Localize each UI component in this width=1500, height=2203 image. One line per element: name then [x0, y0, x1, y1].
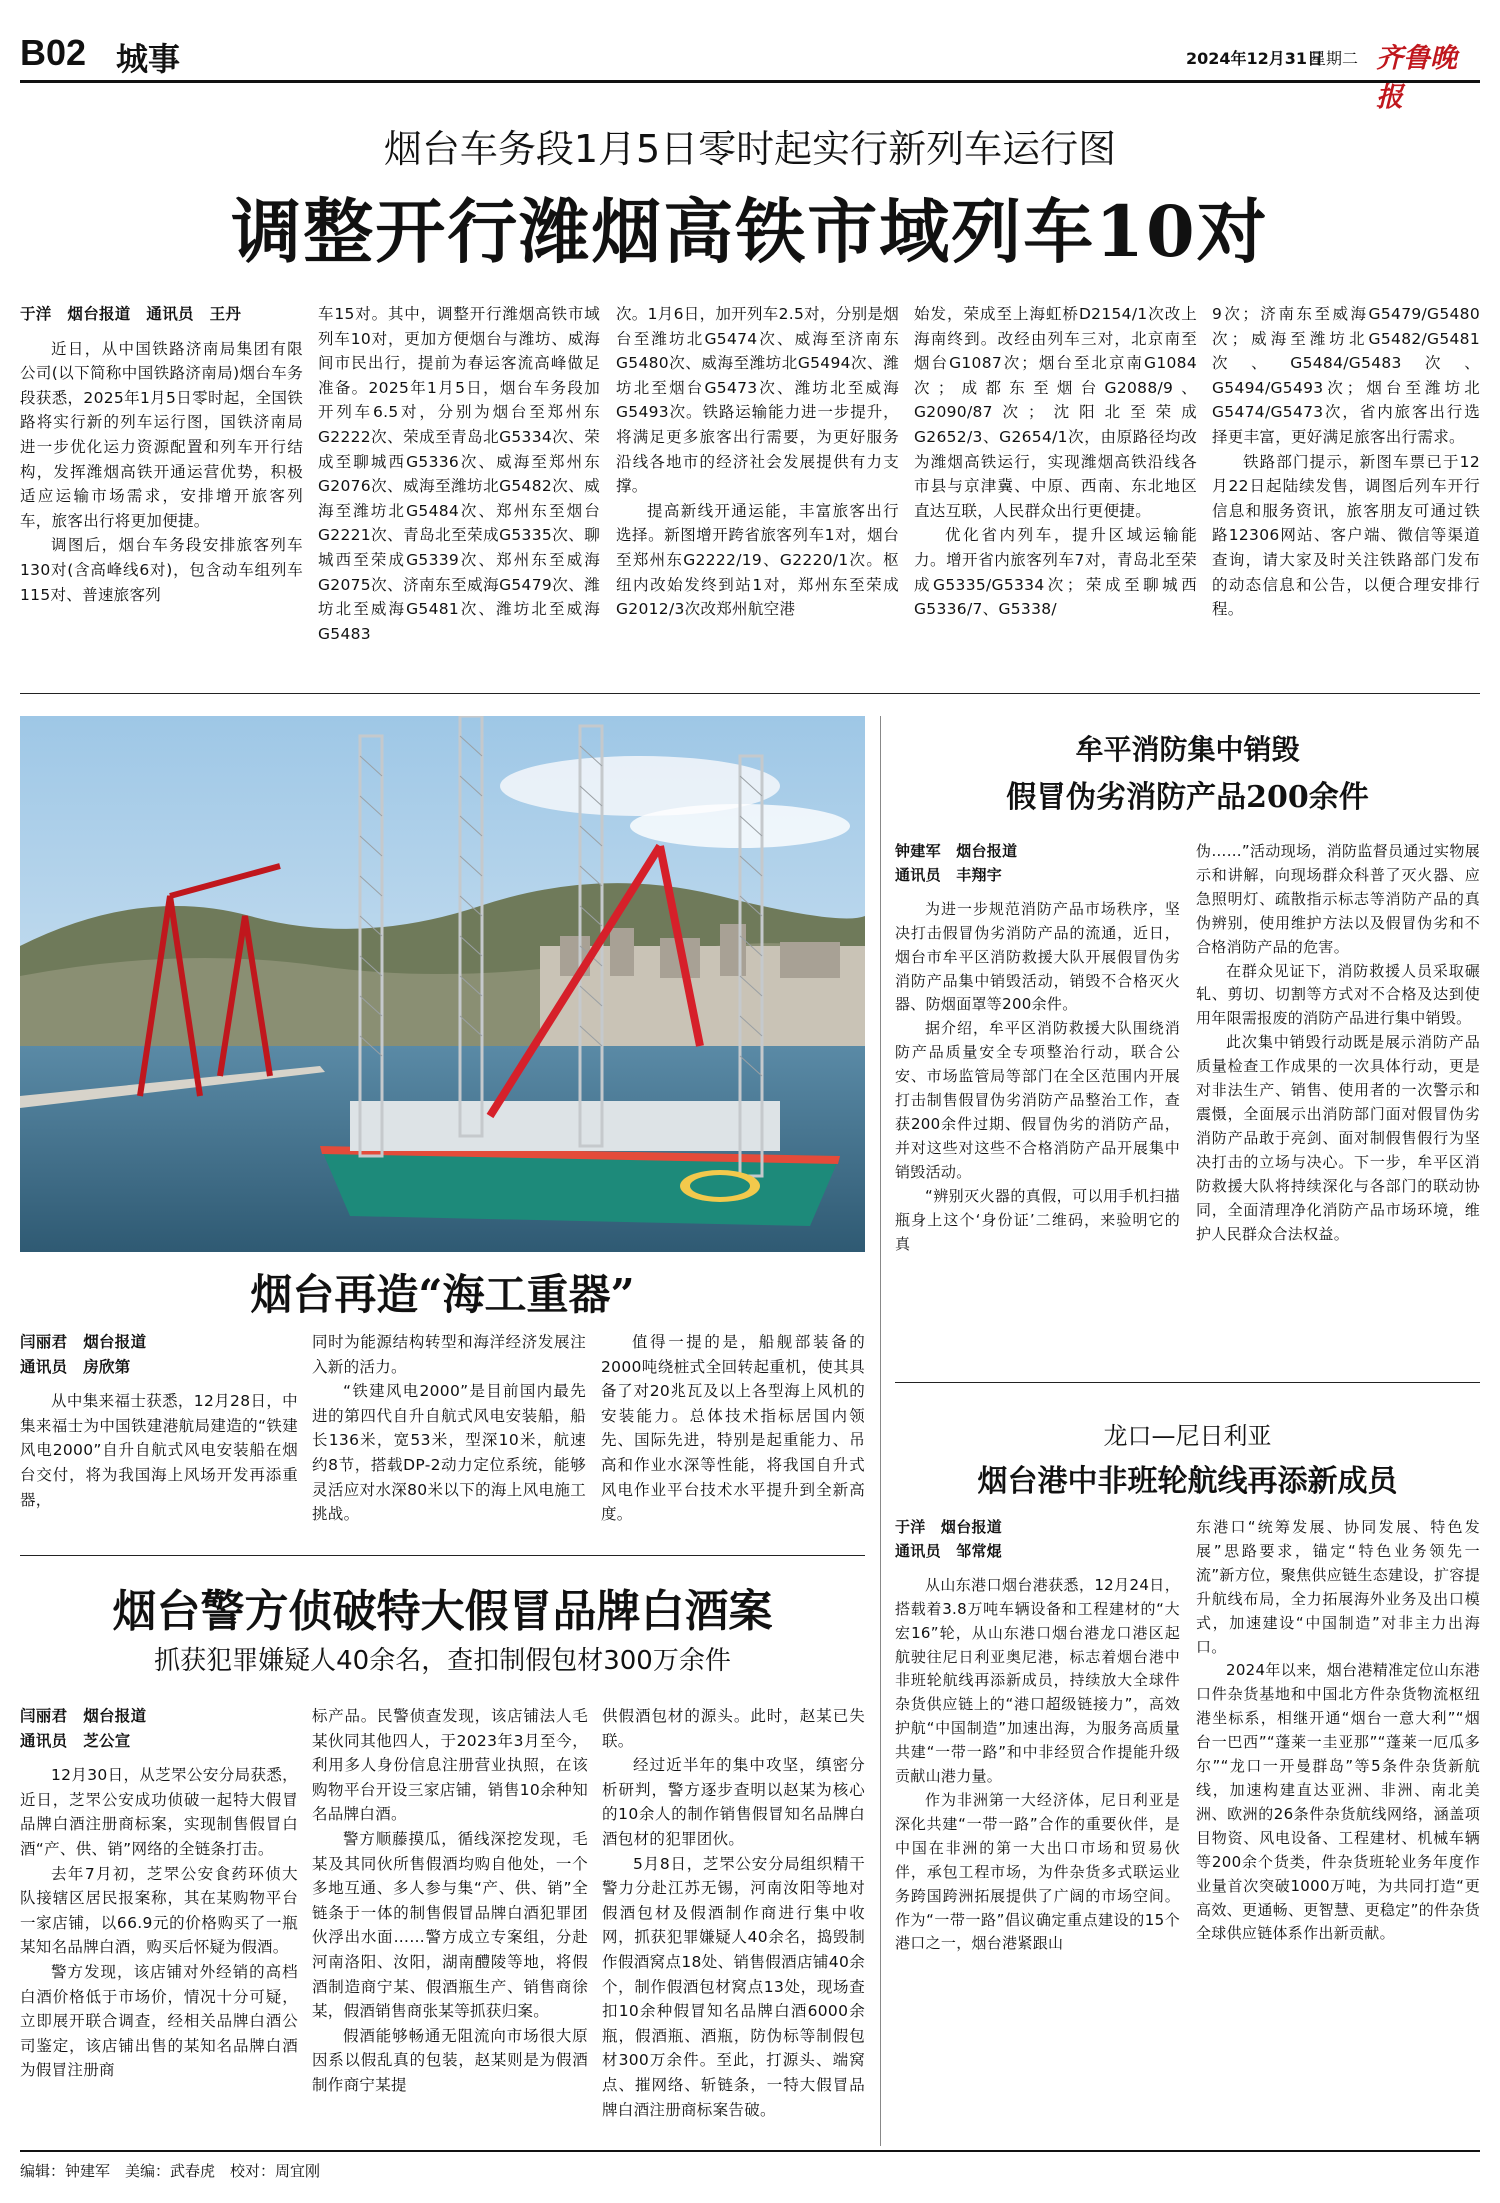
- story3-byline1: 闫丽君 烟台报道: [20, 1707, 147, 1725]
- story3-col3-para1: 供假酒包材的源头。此时，赵某已失联。: [602, 1707, 865, 1750]
- story1-col3-para2: 提高新线开通运能，丰富旅客出行选择。新图增开跨省旅客列车1对，烟台至郑州东G2222/19、G2220/1次。枢纽内改始发终到站1对，郑州东至荣成G2012/3次改郑州航空港: [616, 501, 899, 619]
- story1-col4: [914, 302, 1197, 650]
- story3-col2: [312, 1704, 588, 2146]
- footer-credits: 编辑：钟建军 美编：武春虎 校对：周宜刚: [20, 2162, 321, 2180]
- story1-col1-para2: 调图后，烟台车务段安排旅客列车130对(含高峰线6对)，包含动车组列车115对、普速旅客列: [20, 536, 303, 604]
- story3-col3-para3: 5月8日，芝罘公安分局组织精干警力分赴江苏无锡，河南汝阳等地对假酒包材及假酒制作商进行集中收网，抓获犯罪嫌疑人40余名，捣毁制作假酒窝点18处、销售假酒店铺40余个，制作假酒包材窝点13处，现场查扣10余种假冒知名品牌白酒6000余瓶，假酒瓶、酒瓶，防伪标等制假包材300万余件。至此，打源头、端窝点、摧网络、斩链条，一特大假冒品牌白酒注册商标案告破。: [602, 1854, 865, 2119]
- story4-headline1: 牟平消防集中销毁: [1075, 733, 1300, 766]
- story4-rule: [895, 1382, 1480, 1383]
- issue-weekday: 星期二: [1310, 49, 1359, 68]
- story1-col3-para1: 次。1月6日，加开列车2.5对，分别是烟台至潍坊北G5474次、威海至济南东G5480次、威海至潍坊北G5494次、潍坊北至烟台G5473次、潍坊北至威海G5493次。铁路运输能力进一步提升，将满足更多旅客出行需要，为更好服务沿线各地市的经济社会发展提供有力支撑。: [616, 305, 899, 496]
- story2-col1-para1: 从中集来福士获悉，12月28日，中集来福士为中国铁建港航局建造的“铁建风电2000”自升自航式风电安装船在烟台交付，将为我国海上风场开发再添重器，: [20, 1392, 298, 1509]
- paper-logo: 齐鲁晚报: [1376, 43, 1457, 113]
- story1-kicker: 烟台车务段1月5日零时起实行新列车运行图: [383, 127, 1117, 171]
- story1-col2-para1: 车15对。其中，调整开行潍烟高铁市域列车10对，更加方便烟台与潍坊、威海间市民出行，提前为春运客流高峰做足准备。2025年1月5日，烟台车务段加开列车6.5对，分别为烟台至郑州东G2222次、荣成至青岛北G5334次、荣成至聊城西G5336次、威海至郑州东G2076次、威海至潍坊北G5482次、威海至潍坊北G5484次、郑州东至烟台G2221次、青岛北至荣成G5335次、聊城西至荣成G5339次、郑州东至威海G2075次、济南东至威海G5479次、潍坊北至威海G5481次、潍坊北至威海G5483: [318, 305, 600, 643]
- story2-headline: 烟台再造“海工重器”: [250, 1270, 635, 1319]
- story2-rule: [20, 1555, 865, 1556]
- story2-col2-para1: 同时为能源结构转型和海洋经济发展注入新的活力。: [312, 1333, 586, 1376]
- story5-col2: [1196, 1516, 1480, 2146]
- story5-col1-para2: 作为非洲第一大经济体，尼日利亚是深化共建“一带一路”合作的重要伙伴，是中国在非洲的第一大出口市场和贸易伙伴，承包工程市场，为件杂货多式联运业务跨国跨洲拓展提供了广阔的市场空间。作为“一带一路”倡议确定重点建设的15个港口之一，烟台港紧跟山: [895, 1790, 1180, 1953]
- story5-col1: [895, 1516, 1180, 2146]
- story5-headline: 烟台港中非班轮航线再添新成员: [977, 1464, 1398, 1499]
- story5-byline1: 于洋 烟台报道: [895, 1518, 1003, 1536]
- story2-byline2: 通讯员 房欣第: [20, 1357, 131, 1376]
- story4-byline2: 通讯员 丰翔宇: [895, 865, 1003, 884]
- story2-col1: [20, 1330, 298, 1550]
- story5-col1-para1: 从山东港口烟台港获悉，12月24日，搭载着3.8万吨车辆设备和工程建材的“大宏16”轮，从山东港口烟台港龙口港区起航驶往尼日利亚奥尼港，标志着烟台港中非班轮航线再添新成员，持续放大全球件杂货供应链上的“港口超级链接力”，高效护航“中国制造”加速出海，为服务高质量共建“一带一路”和中非经贸合作提能升级贡献山港力量。: [895, 1575, 1180, 1786]
- page-code: B02: [20, 32, 87, 73]
- story1-col1-para1: 近日，从中国铁路济南局集团有限公司(以下简称中国铁路济南局)烟台车务段获悉，2025年1月5日零时起，全国铁路将实行新的列车运行图，国铁济南局进一步优化运力资源配置和列车开行结构，发挥潍烟高铁开通运营优势，积极适应运输市场需求，安排增开旅客列车，旅客出行将更加便捷。: [20, 339, 303, 530]
- story5-col2-para2: 2024年以来，烟台港精准定位山东港口件杂货基地和中国北方件杂货物流枢纽港坐标系，相继开通“烟台一意大利”“烟台一巴西”“蓬莱一圭亚那”“蓬莱一厄瓜多尔”“龙口一开曼群岛”等5条件杂货新航线，加速构建直达亚洲、非洲、南北美洲、欧洲的26条件杂货航线网络，涵盖项目物资、风电设备、工程建材、机械车辆等200余个货类，件杂货班轮业务年度作业量首次突破1000万吨，为共同打造“更高效、更通畅、更智慧、更稳定”的件杂货全球供应链体系作出新贡献。: [1196, 1661, 1480, 1943]
- story1-headline: 调整开行潍烟高铁市域列车10对: [231, 190, 1269, 273]
- story3-col3-para2: 经过近半年的集中攻坚，缜密分析研判，警方逐步查明以赵某为核心的10余人的制作销售假冒知名品牌白酒包材的犯罪团伙。: [602, 1756, 865, 1848]
- issue-date: 2024年12月31日: [1186, 49, 1324, 68]
- story1-col3: [616, 302, 899, 650]
- story2-col3: [601, 1330, 865, 1550]
- story3-col1-para3: 警方发现，该店铺对外经销的高档白酒价格低于市场价，情况十分可疑，立即展开联合调查，经相关品牌白酒公司鉴定，该店铺出售的某知名品牌白酒为假冒注册商: [20, 1962, 298, 2080]
- story1-byline: 于洋 烟台报道 通讯员 王丹: [20, 305, 242, 323]
- story3-col1-para1: 12月30日，从芝罘公安分局获悉，近日，芝罘公安成功侦破一起特大假冒品牌白酒注册商标案，实现制售假冒白酒“产、供、销”网络的全链条打击。: [20, 1766, 298, 1858]
- story2-col3-para1: 值得一提的是，船舰部装备的2000吨绕桩式全回转起重机，使其具备了对20兆瓦及以上各型海上风机的安装能力。总体技术指标居国内领先、国际先进，特别是起重能力、吊高和作业水深等性能，将我国自升式风电作业平台技术水平提升到全新高度。: [601, 1333, 865, 1524]
- story1-col1: [20, 302, 303, 650]
- vessel-photo-illustration: [20, 716, 865, 1252]
- section-name: 城事: [116, 40, 181, 78]
- story1-col2: [318, 302, 600, 650]
- story4-headline2: 假冒伪劣消防产品200余件: [1006, 780, 1369, 815]
- story1-rule: [20, 693, 1480, 694]
- story5-kicker: 龙口—尼日利亚: [1103, 1422, 1272, 1450]
- vessel-photo: [20, 716, 865, 1252]
- story1-col4-para1: 始发，荣成至上海虹桥D2154/1次改上海南终到。改经由列车三对，北京南至烟台G1087次；烟台至北京南G1084次；成都东至烟台G2088/9、G2090/87次；沈阳北至荣成G2652/3、G2654/1次，由原路径均改为潍烟高铁运行，实现潍烟高铁沿线各市县与京津冀、中原、西南、东北地区直达互联，人民群众出行更便捷。: [914, 305, 1197, 520]
- story3-col1: [20, 1704, 298, 2146]
- story3-headline: 烟台警方侦破特大假冒品牌白酒案: [112, 1586, 773, 1637]
- story5-byline2: 通讯员 邹常焜: [895, 1541, 1003, 1560]
- story4-col2-para2: 在群众见证下，消防救援人员采取碾轧、剪切、切割等方式对不合格及达到使用年限需报废的消防产品进行集中销毁。: [1196, 961, 1480, 1028]
- masthead: [20, 28, 1480, 113]
- story4-col1-para1: 为进一步规范消防产品市场秩序，坚决打击假冒伪劣消防产品的流通，近日，烟台市牟平区消防救援大队开展假冒伪劣消防产品集中销毁活动，销毁不合格灭火器、防烟面罩等200余件。: [895, 899, 1180, 1014]
- story1-col5-para1: 9次；济南东至威海G5479/G5480次；威海至潍坊北G5482/G5481次、G5484/G5483次、G5494/G5493次；烟台至潍坊北G5474/G5473次，省内旅客出行选择更丰富，更好满足旅客出行需求。: [1212, 305, 1480, 446]
- story4-col2: [1196, 840, 1480, 1360]
- story1-col4-para2: 优化省内列车，提升区域运输能力。增开省内旅客列车7对，青岛北至荣成G5335/G5334次；荣成至聊城西G5336/7、G5338/: [914, 526, 1197, 619]
- story4-byline1: 钟建军 烟台报道: [895, 842, 1018, 860]
- story3-col2-para3: 假酒能够畅通无阻流向市场很大原因系以假乱真的包装，赵某则是为假酒制作商宁某提: [312, 2026, 588, 2094]
- story3-col3: [602, 1704, 865, 2146]
- story1-col5-para2: 铁路部门提示，新图车票已于12月22日起陆续发售，调图后列车开行信息和服务资讯，旅客朋友可通过铁路12306网站、客户端、微信等渠道查询，请大家及时关注铁路部门发布的动态信息和公告，以便合理安排行程。: [1212, 452, 1480, 619]
- masthead-rule: [20, 80, 1480, 83]
- story4-col1-para3: “辨别灭火器的真假，可以用手机扫描瓶身上这个‘身份证’二维码，来验明它的真: [895, 1186, 1180, 1253]
- story3-byline2: 通讯员 芝公宣: [20, 1731, 131, 1750]
- story1-col5: [1212, 302, 1480, 650]
- story4-col2-para1: 伪……”活动现场，消防监督员通过实物展示和讲解，向现场群众科普了灭火器、应急照明灯、疏散指示标志等消防产品的真伪辨别，使用维护方法以及假冒伪劣和不合格消防产品的危害。: [1196, 842, 1480, 956]
- story3-col2-para1: 标产品。民警侦查发现，该店铺法人毛某伙同其他四人，于2023年3月至今，利用多人身份信息注册营业执照，在该购物平台开设三家店铺，销售10余种知名品牌白酒。: [312, 1707, 588, 1824]
- story3-col2-para2: 警方顺藤摸瓜，循线深挖发现，毛某及其同伙所售假酒均购自他处，一个多地互通、多人参与集“产、供、销”全链条于一体的制售假冒品牌白酒犯罪团伙浮出水面……警方成立专案组，分赴河南洛阳、汝阳，湖南醴陵等地，将假酒制造商宁某、假酒瓶生产、销售商徐某，假酒销售商张某等抓获归案。: [312, 1829, 588, 2021]
- story2-col2: [312, 1330, 586, 1550]
- footer-rule: [20, 2150, 1480, 2152]
- story4-col2-para3: 此次集中销毁行动既是展示消防产品质量检查工作成果的一次具体行动，更是对非法生产、销售、使用者的一次警示和震慑，全面展示出消防部门面对假冒伪劣消防产品敢于亮剑、面对制假售假行为坚决打击的立场与决心。下一步，牟平区消防救援大队将持续深化与各部门的联动协同，全面清理净化消防产品市场环境，维护人民群众合法权益。: [1196, 1033, 1480, 1243]
- story2-byline1: 闫丽君 烟台报道: [20, 1333, 147, 1351]
- story4-col1-para2: 据介绍，牟平区消防救援大队围绕消防产品质量安全专项整治行动，联合公安、市场监管局等部门在全区范围内开展打击制售假冒伪劣消防产品整治工作，查获200余件过期、假冒伪劣的消防产品，并对这些对这些不合格消防产品开展集中销毁活动。: [895, 1019, 1180, 1181]
- story4-col1: [895, 840, 1180, 1360]
- story3-col1-para2: 去年7月初，芝罘公安食药环侦大队接辖区居民报案称，其在某购物平台一家店铺，以66.9元的价格购买了一瓶某知名品牌白酒，购买后怀疑为假酒。: [20, 1864, 298, 1957]
- story5-col2-para1: 东港口“统筹发展、协同发展、特色发展”思路要求，锚定“特色业务领先一流”新方位，聚焦供应链生态建设，扩容提升航线布局，全力拓展海外业务及出口模式，加速建设“中国制造”对非主力出海口。: [1196, 1518, 1480, 1656]
- story2-col2-para2: “铁建风电2000”是目前国内最先进的第四代自升自航式风电安装船，船长136米，宽53米，型深10米，航速约8节，搭载DP-2动力定位系统，能够灵活应对水深80米以下的海上风电施工挑战。: [312, 1382, 586, 1524]
- story3-subhead: 抓获犯罪嫌疑人40余名，查扣制假包材300万余件: [154, 1646, 731, 1676]
- right-column-divider: [880, 716, 881, 2146]
